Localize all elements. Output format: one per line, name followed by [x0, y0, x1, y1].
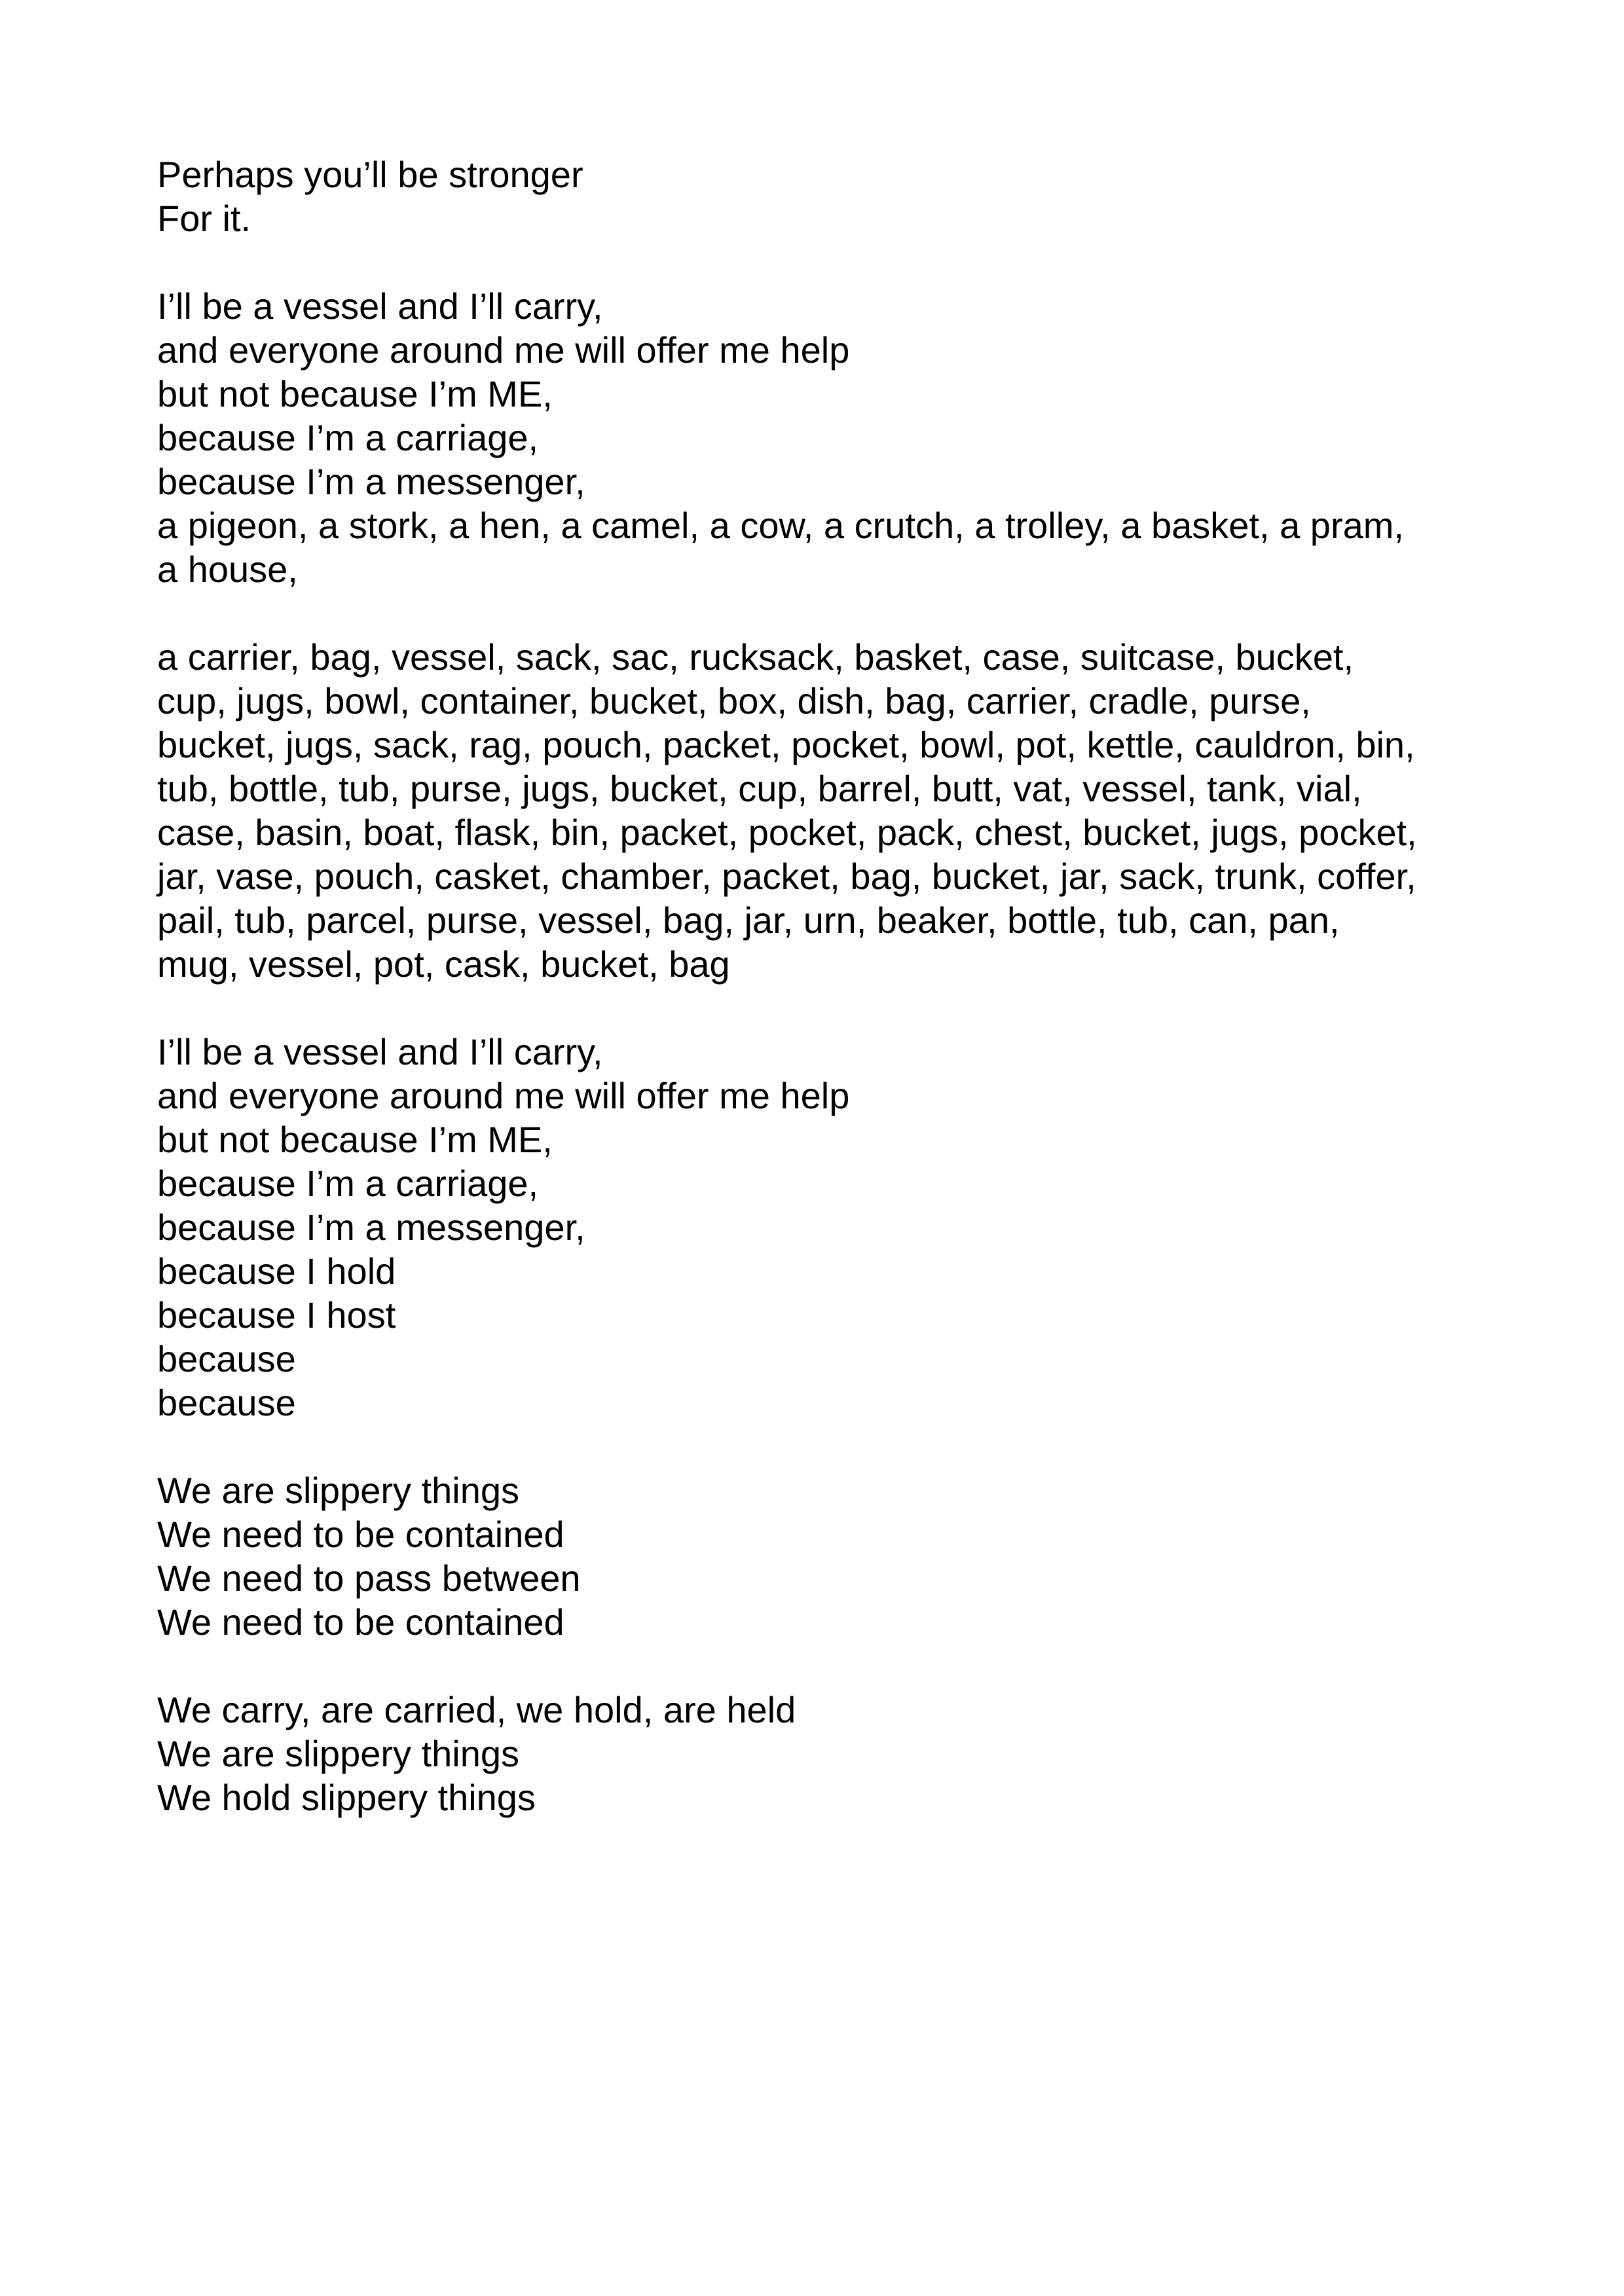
poem-line: a carrier, bag, vessel, sack, sac, rucksack, basket, case, suitcase, bucket, — [157, 636, 1354, 678]
poem-text-block — [157, 153, 1506, 1863]
poem-line: because I’m a carriage, — [157, 1163, 539, 1204]
poem-line: because I’m a carriage, — [157, 417, 539, 458]
poem-line: jar, vase, pouch, casket, chamber, packet, bag, bucket, jar, sack, trunk, coffer, — [157, 856, 1416, 897]
stanza — [157, 284, 1506, 591]
poem-line: Perhaps you’ll be stronger — [157, 154, 583, 195]
poem-line: because I hold — [157, 1250, 396, 1292]
poem-line: We are slippery things — [157, 1733, 519, 1774]
poem-line: bucket, jugs, sack, rag, pouch, packet, pocket, bowl, pot, kettle, cauldron, bin, — [157, 724, 1415, 765]
poem-line: cup, jugs, bowl, container, bucket, box, dish, bag, carrier, cradle, purse, — [157, 680, 1311, 721]
poem-line: We hold slippery things — [157, 1777, 536, 1818]
poem-line: We need to be contained — [157, 1514, 564, 1555]
poem-line: because I host — [157, 1294, 396, 1336]
stanza — [157, 153, 1506, 240]
stanza — [157, 1030, 1506, 1425]
poem-line: We need to pass between — [157, 1558, 581, 1599]
poem-line: because — [157, 1382, 296, 1423]
poem-line: We need to be contained — [157, 1601, 564, 1643]
poem-line: pail, tub, parcel, purse, vessel, bag, jar, urn, beaker, bottle, tub, can, pan, — [157, 900, 1340, 941]
poem-line: a house, — [157, 549, 298, 590]
poem-line: tub, bottle, tub, purse, jugs, bucket, cup, barrel, butt, vat, vessel, tank, vial, — [157, 768, 1362, 809]
poem-line: mug, vessel, pot, cask, bucket, bag — [157, 943, 730, 985]
stanza — [157, 1688, 1506, 1819]
stanza — [157, 1468, 1506, 1644]
poem-line: and everyone around me will offer me help — [157, 329, 850, 371]
poem-line: I’ll be a vessel and I’ll carry, — [157, 1031, 603, 1072]
poem-line: We carry, are carried, we hold, are held — [157, 1689, 796, 1730]
stanza — [157, 635, 1506, 986]
poem-line: because I’m a messenger, — [157, 461, 585, 502]
poem-line: but not because I’m ME, — [157, 1119, 553, 1160]
poem-line: and everyone around me will offer me help — [157, 1075, 850, 1116]
poem-line: I’ll be a vessel and I’ll carry, — [157, 285, 603, 327]
poem-line: because — [157, 1338, 296, 1379]
poem-line: a pigeon, a stork, a hen, a camel, a cow, a crutch, a trolley, a basket, a pram, — [157, 505, 1404, 546]
poem-line: because I’m a messenger, — [157, 1207, 585, 1248]
poem-line: For it. — [157, 198, 251, 239]
poem-line: but not because I’m ME, — [157, 373, 553, 414]
poem-line: case, basin, boat, flask, bin, packet, pocket, pack, chest, bucket, jugs, pocket, — [157, 812, 1417, 853]
poem-line: We are slippery things — [157, 1470, 519, 1511]
